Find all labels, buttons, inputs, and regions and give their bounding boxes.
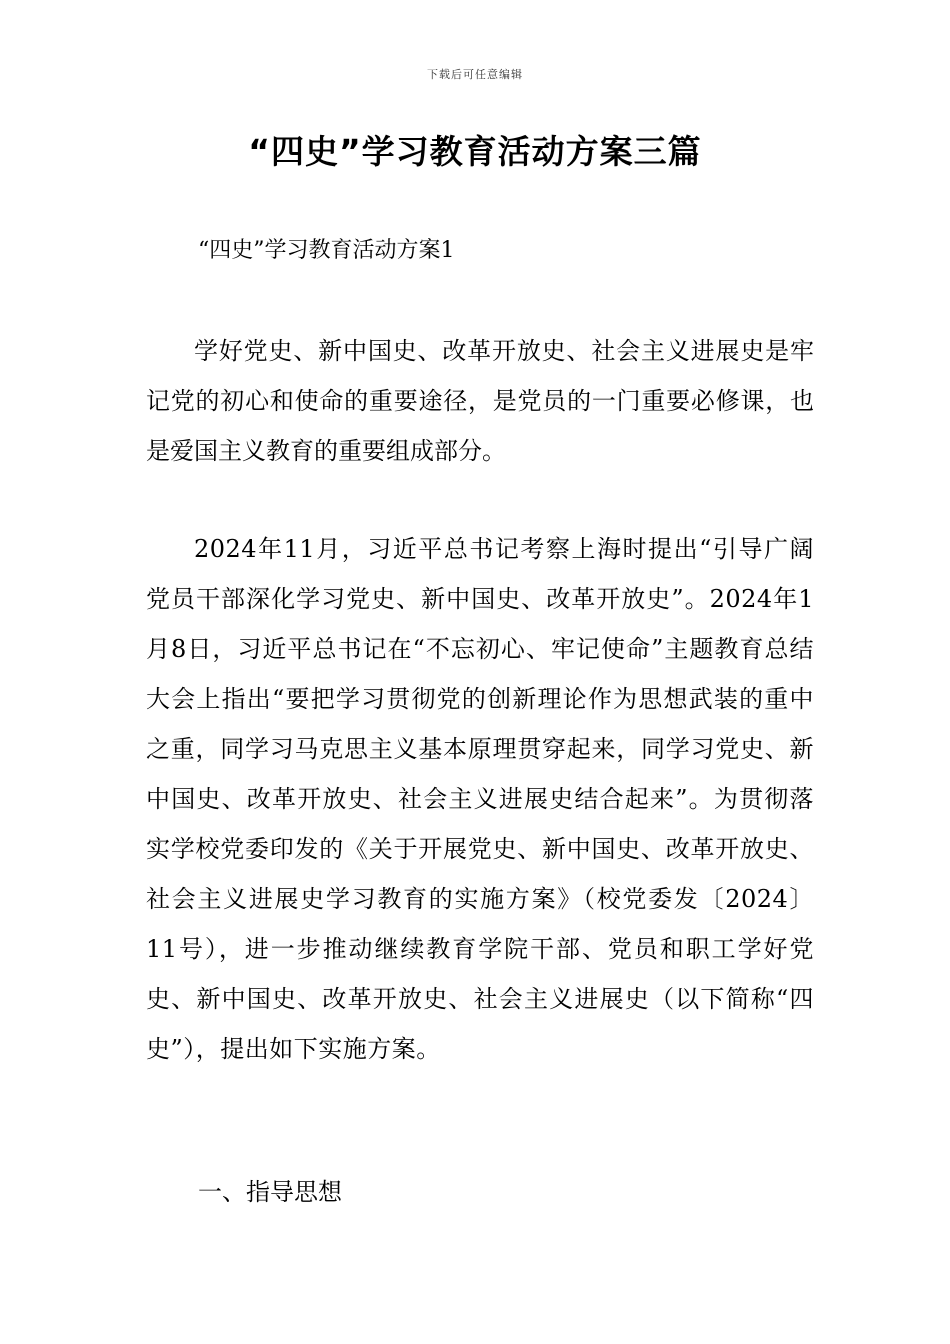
document-subtitle: “四史”学习教育活动方案1	[198, 238, 455, 263]
header-note: 下载后可任意编辑	[427, 68, 523, 81]
section-heading: 一、指导思想	[198, 1178, 342, 1206]
document-title: “四史”学习教育活动方案三篇	[248, 132, 702, 171]
paragraph-intro: 学好党史、新中国史、改革开放史、社会主义进展史是牢记党的初心和使命的重要途径，是党员的一门重要必修课，也是爱国主义教育的重要组成部分。	[146, 337, 814, 465]
paragraph-background: 2024年11月，习近平总书记考察上海时提出“引导广阔党员干部深化学习党史、新中国史、改革开放史”。2024年1月8日，习近平总书记在“不忘初心、牢记使命”主题教育总结大会上指出“要把学习贯彻党的创新理论作为思想武装的重中之重，同学习马克思主义基本原理贯穿起来，同学习党史、新中国史、改革开放史、社会主义进展史结合起来”。为贯彻落实学校党委印发的《关于开展党史、新中国史、改革开放史、社会主义进展史学习教育的实施方案》（校党委发〔2024〕11号），进一步推动继续教育学院干部、党员和职工学好党史、新中国史、改革开放史、社会主义进展史（以下简称“四史”），提出如下实施方案。	[146, 535, 814, 1063]
